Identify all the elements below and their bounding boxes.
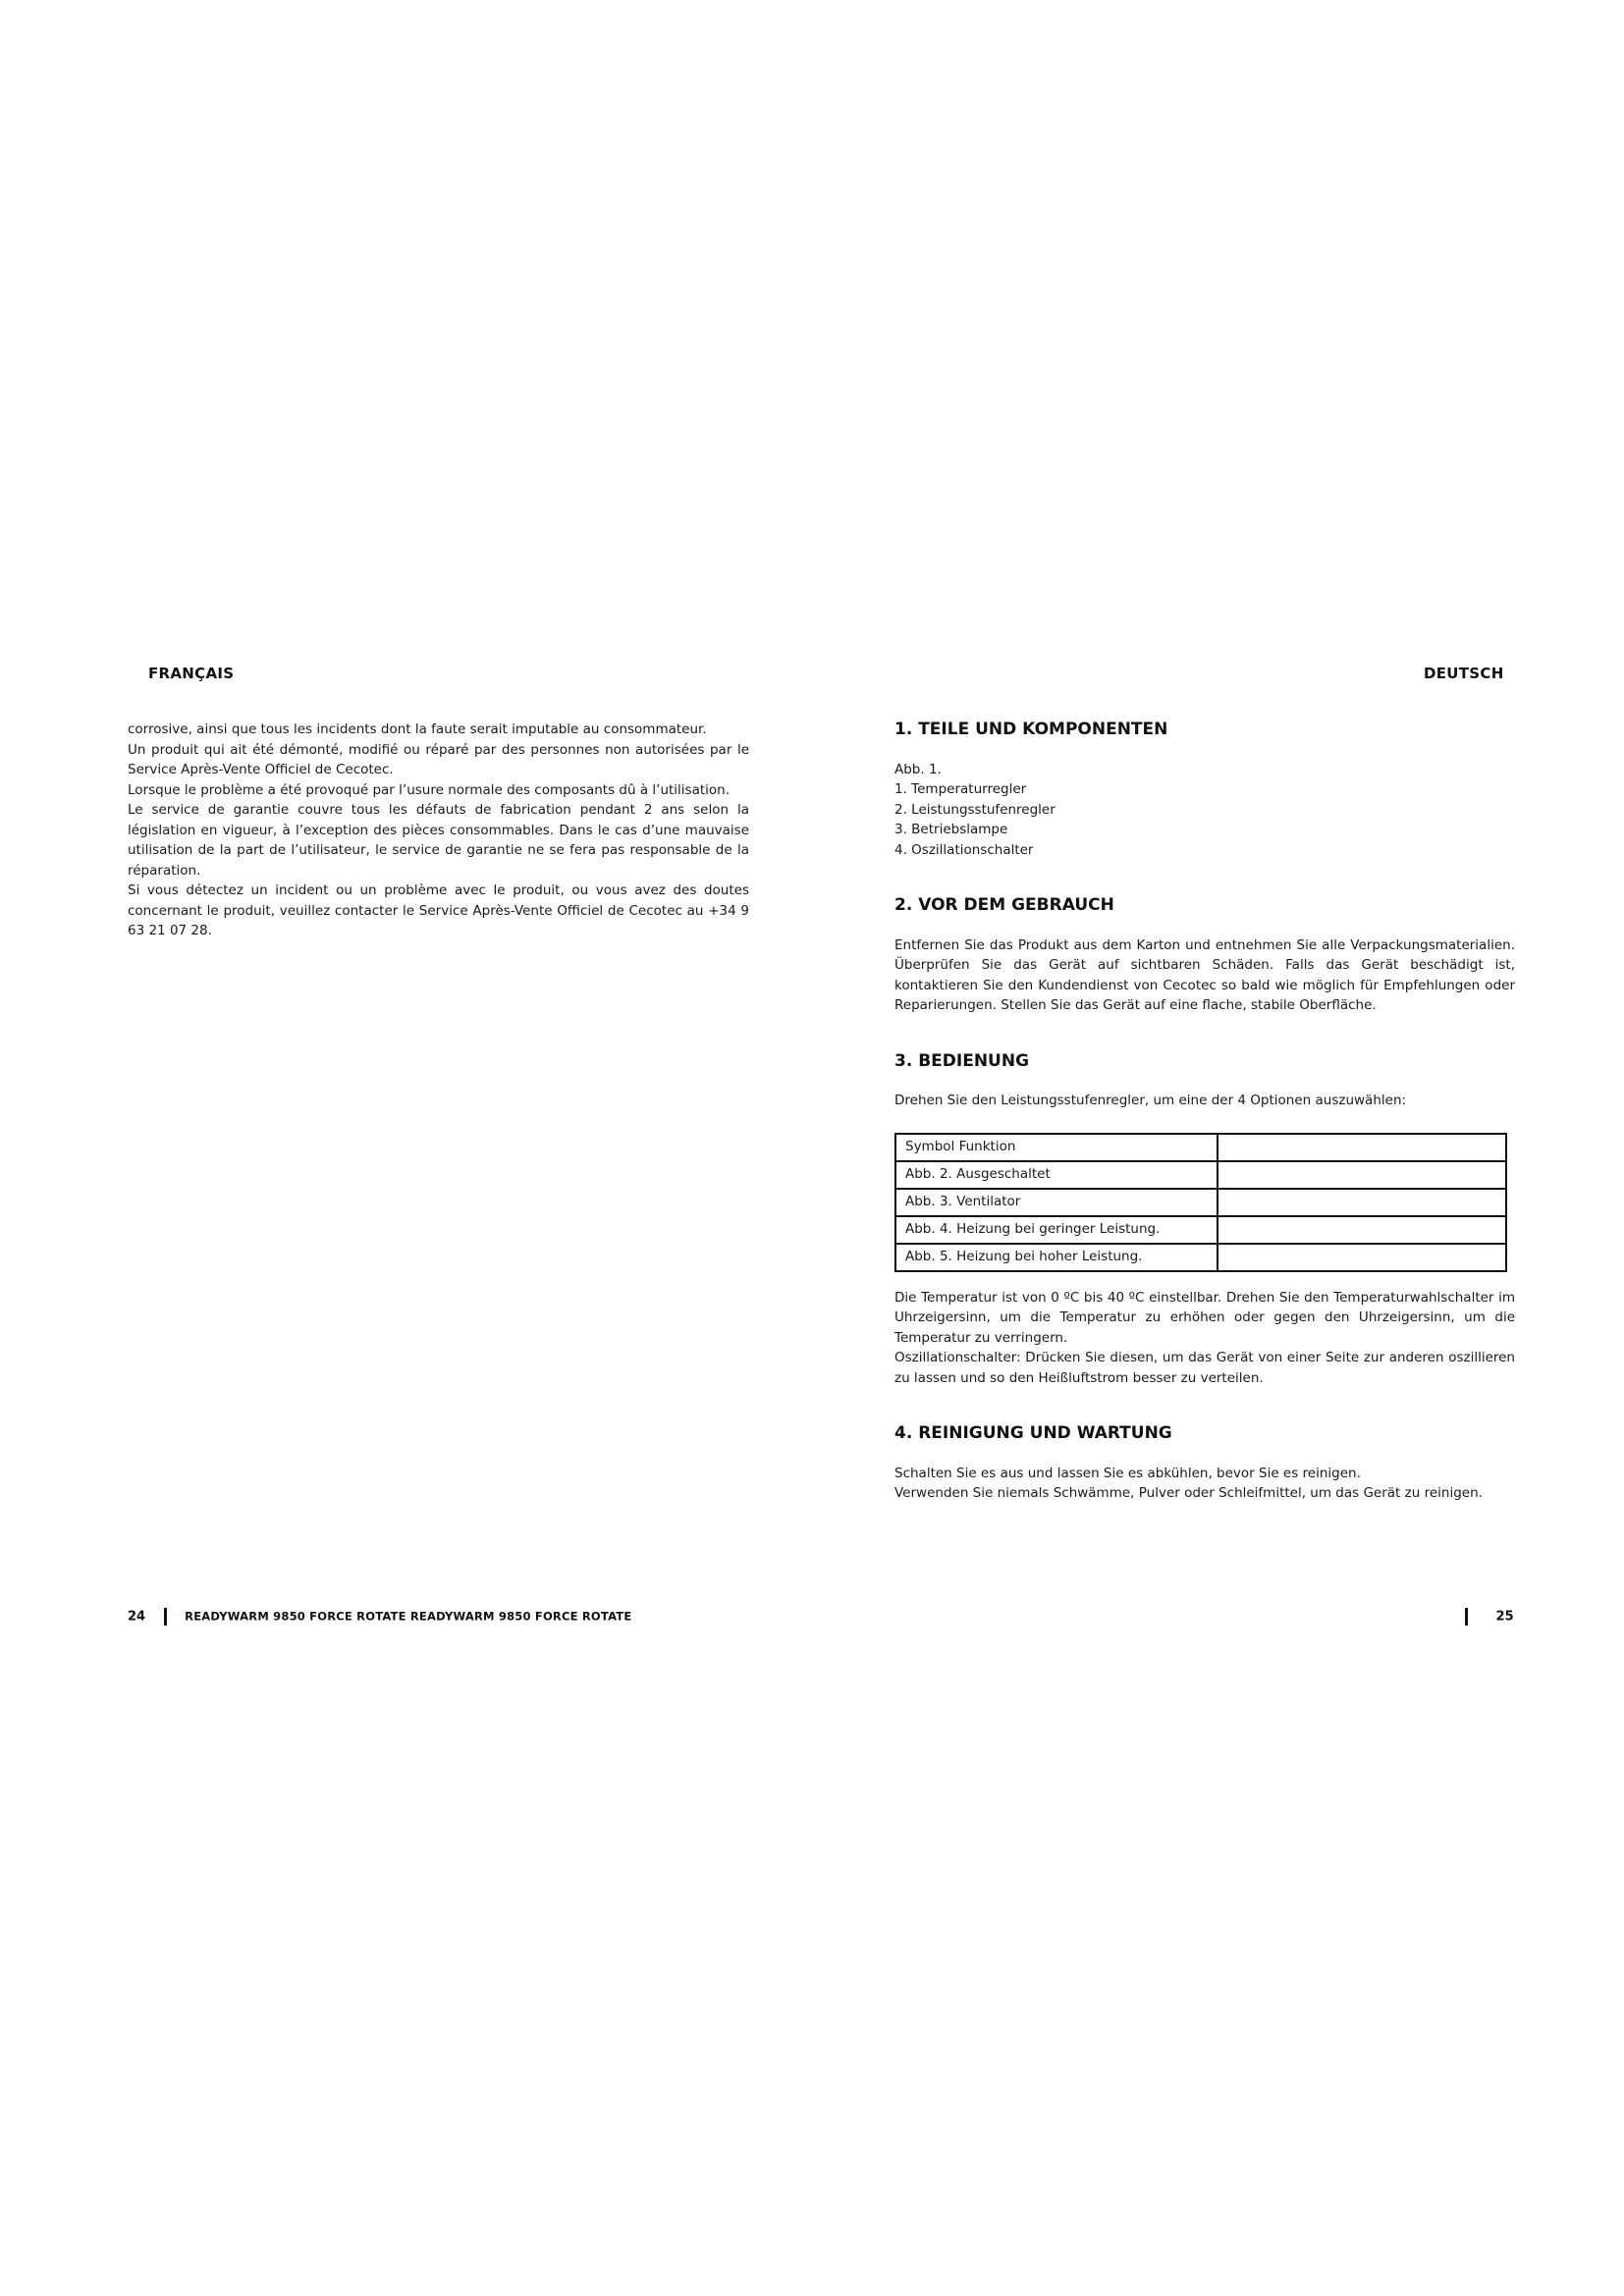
paragraph: Un produit qui ait été démonté, modifié ou réparé par des personnes non autorisées par le Service Après-Vente Officiel de Cecotec. xyxy=(128,741,749,777)
table-cell: Abb. 5. Heizung bei hoher Leistung. xyxy=(895,1244,1218,1271)
table-cell-empty xyxy=(1218,1161,1506,1189)
right-page-body xyxy=(894,720,1515,1504)
table-row xyxy=(895,1216,1506,1244)
section-title-cleaning: 4. REINIGUNG UND WARTUNG xyxy=(894,1423,1172,1443)
footer-product-name: READYWARM 9850 FORCE ROTATE READYWARM 9850 FORCE ROTATE xyxy=(185,1609,632,1624)
paragraph: Oszillationschalter: Drücken Sie diesen, um das Gerät von einer Seite zur anderen oszillieren zu lassen und so den Heißluftstrom besser zu verteilen. xyxy=(894,1350,1515,1386)
table-cell: Abb. 3. Ventilator xyxy=(895,1189,1218,1216)
page-number: 25 xyxy=(1495,1609,1514,1625)
table-cell-empty xyxy=(1218,1216,1506,1244)
list-item: 1. Temperaturregler xyxy=(894,781,1027,797)
left-page-body xyxy=(128,720,749,941)
table-row xyxy=(895,1189,1506,1216)
table-cell-empty xyxy=(1218,1134,1506,1161)
language-label-francais: FRANÇAIS xyxy=(148,665,235,682)
paragraph: Die Temperatur ist von 0 ºC bis 40 ºC einstellbar. Drehen Sie den Temperaturwahlschalter im Uhrzeigersinn, um die Temperatur zu erhöhen oder gegen den Uhrzeigersinn, um die Temperatur zu verringern. xyxy=(894,1289,1515,1346)
table-row xyxy=(895,1134,1506,1161)
table-cell-empty xyxy=(1218,1244,1506,1271)
paragraph: Schalten Sie es aus und lassen Sie es abkühlen, bevor Sie es reinigen. xyxy=(894,1465,1361,1481)
divider-bar xyxy=(1465,1608,1468,1626)
paragraph: Lorsque le problème a été provoqué par l’usure normale des composants dû à l’utilisation. xyxy=(128,781,731,798)
right-footer xyxy=(1465,1608,1514,1626)
paragraph: Verwenden Sie niemals Schwämme, Pulver oder Schleifmittel, um das Gerät zu reinigen. xyxy=(894,1485,1483,1501)
list-item: 4. Oszillationschalter xyxy=(894,841,1034,858)
language-label-deutsch: DEUTSCH xyxy=(1424,665,1504,682)
section-title-operation: 3. BEDIENUNG xyxy=(894,1050,1030,1071)
divider-bar xyxy=(164,1608,167,1626)
table-cell: Symbol Funktion xyxy=(895,1134,1218,1161)
table-cell: Abb. 2. Ausgeschaltet xyxy=(895,1161,1218,1189)
paragraph: Entfernen Sie das Produkt aus dem Karton und entnehmen Sie alle Verpackungsmaterialien. Überprüfen Sie das Gerät auf sichtbaren Schäden. Falls das Gerät beschädigt ist, kontaktieren Sie den Kundendienst von Cecotec so bald wie möglich für Empfehlungen oder Reparierungen. Stellen Sie das Gerät auf eine flache, stabile Oberfläche. xyxy=(894,936,1515,1013)
section-title-parts: 1. TEILE UND KOMPONENTEN xyxy=(894,720,1168,739)
list-item: 2. Leistungsstufenregler xyxy=(894,801,1056,818)
paragraph: Si vous détectez un incident ou un problème avec le produit, ou vous avez des doutes concernant le produit, veuillez contacter le Service Après-Vente Officiel de Cecotec au +34 9 63 21 07 28. xyxy=(128,882,749,938)
table-row xyxy=(895,1161,1506,1189)
table-cell: Abb. 4. Heizung bei geringer Leistung. xyxy=(895,1216,1218,1244)
function-table xyxy=(894,1133,1507,1272)
paragraph: Le service de garantie couvre tous les défauts de fabrication pendant 2 ans selon la législation en vigueur, à l’exception des pièces consommables. Dans le cas d’une mauvaise utilisation de la part de l’utilisateur, le service de garantie ne se fera pas responsable de la réparation. xyxy=(128,802,749,879)
table-row xyxy=(895,1244,1506,1271)
list-item: 3. Betriebslampe xyxy=(894,822,1008,837)
section-title-before-use: 2. VOR DEM GEBRAUCH xyxy=(894,895,1114,915)
paragraph: corrosive, ainsi que tous les incidents dont la faute serait imputable au consommateur. xyxy=(128,721,707,737)
paragraph: Drehen Sie den Leistungsstufenregler, um eine der 4 Optionen auszuwählen: xyxy=(894,1093,1407,1108)
page-number: 24 xyxy=(128,1609,146,1625)
left-footer xyxy=(128,1608,631,1626)
table-cell-empty xyxy=(1218,1189,1506,1216)
figure-label: Abb. 1. xyxy=(894,761,942,777)
